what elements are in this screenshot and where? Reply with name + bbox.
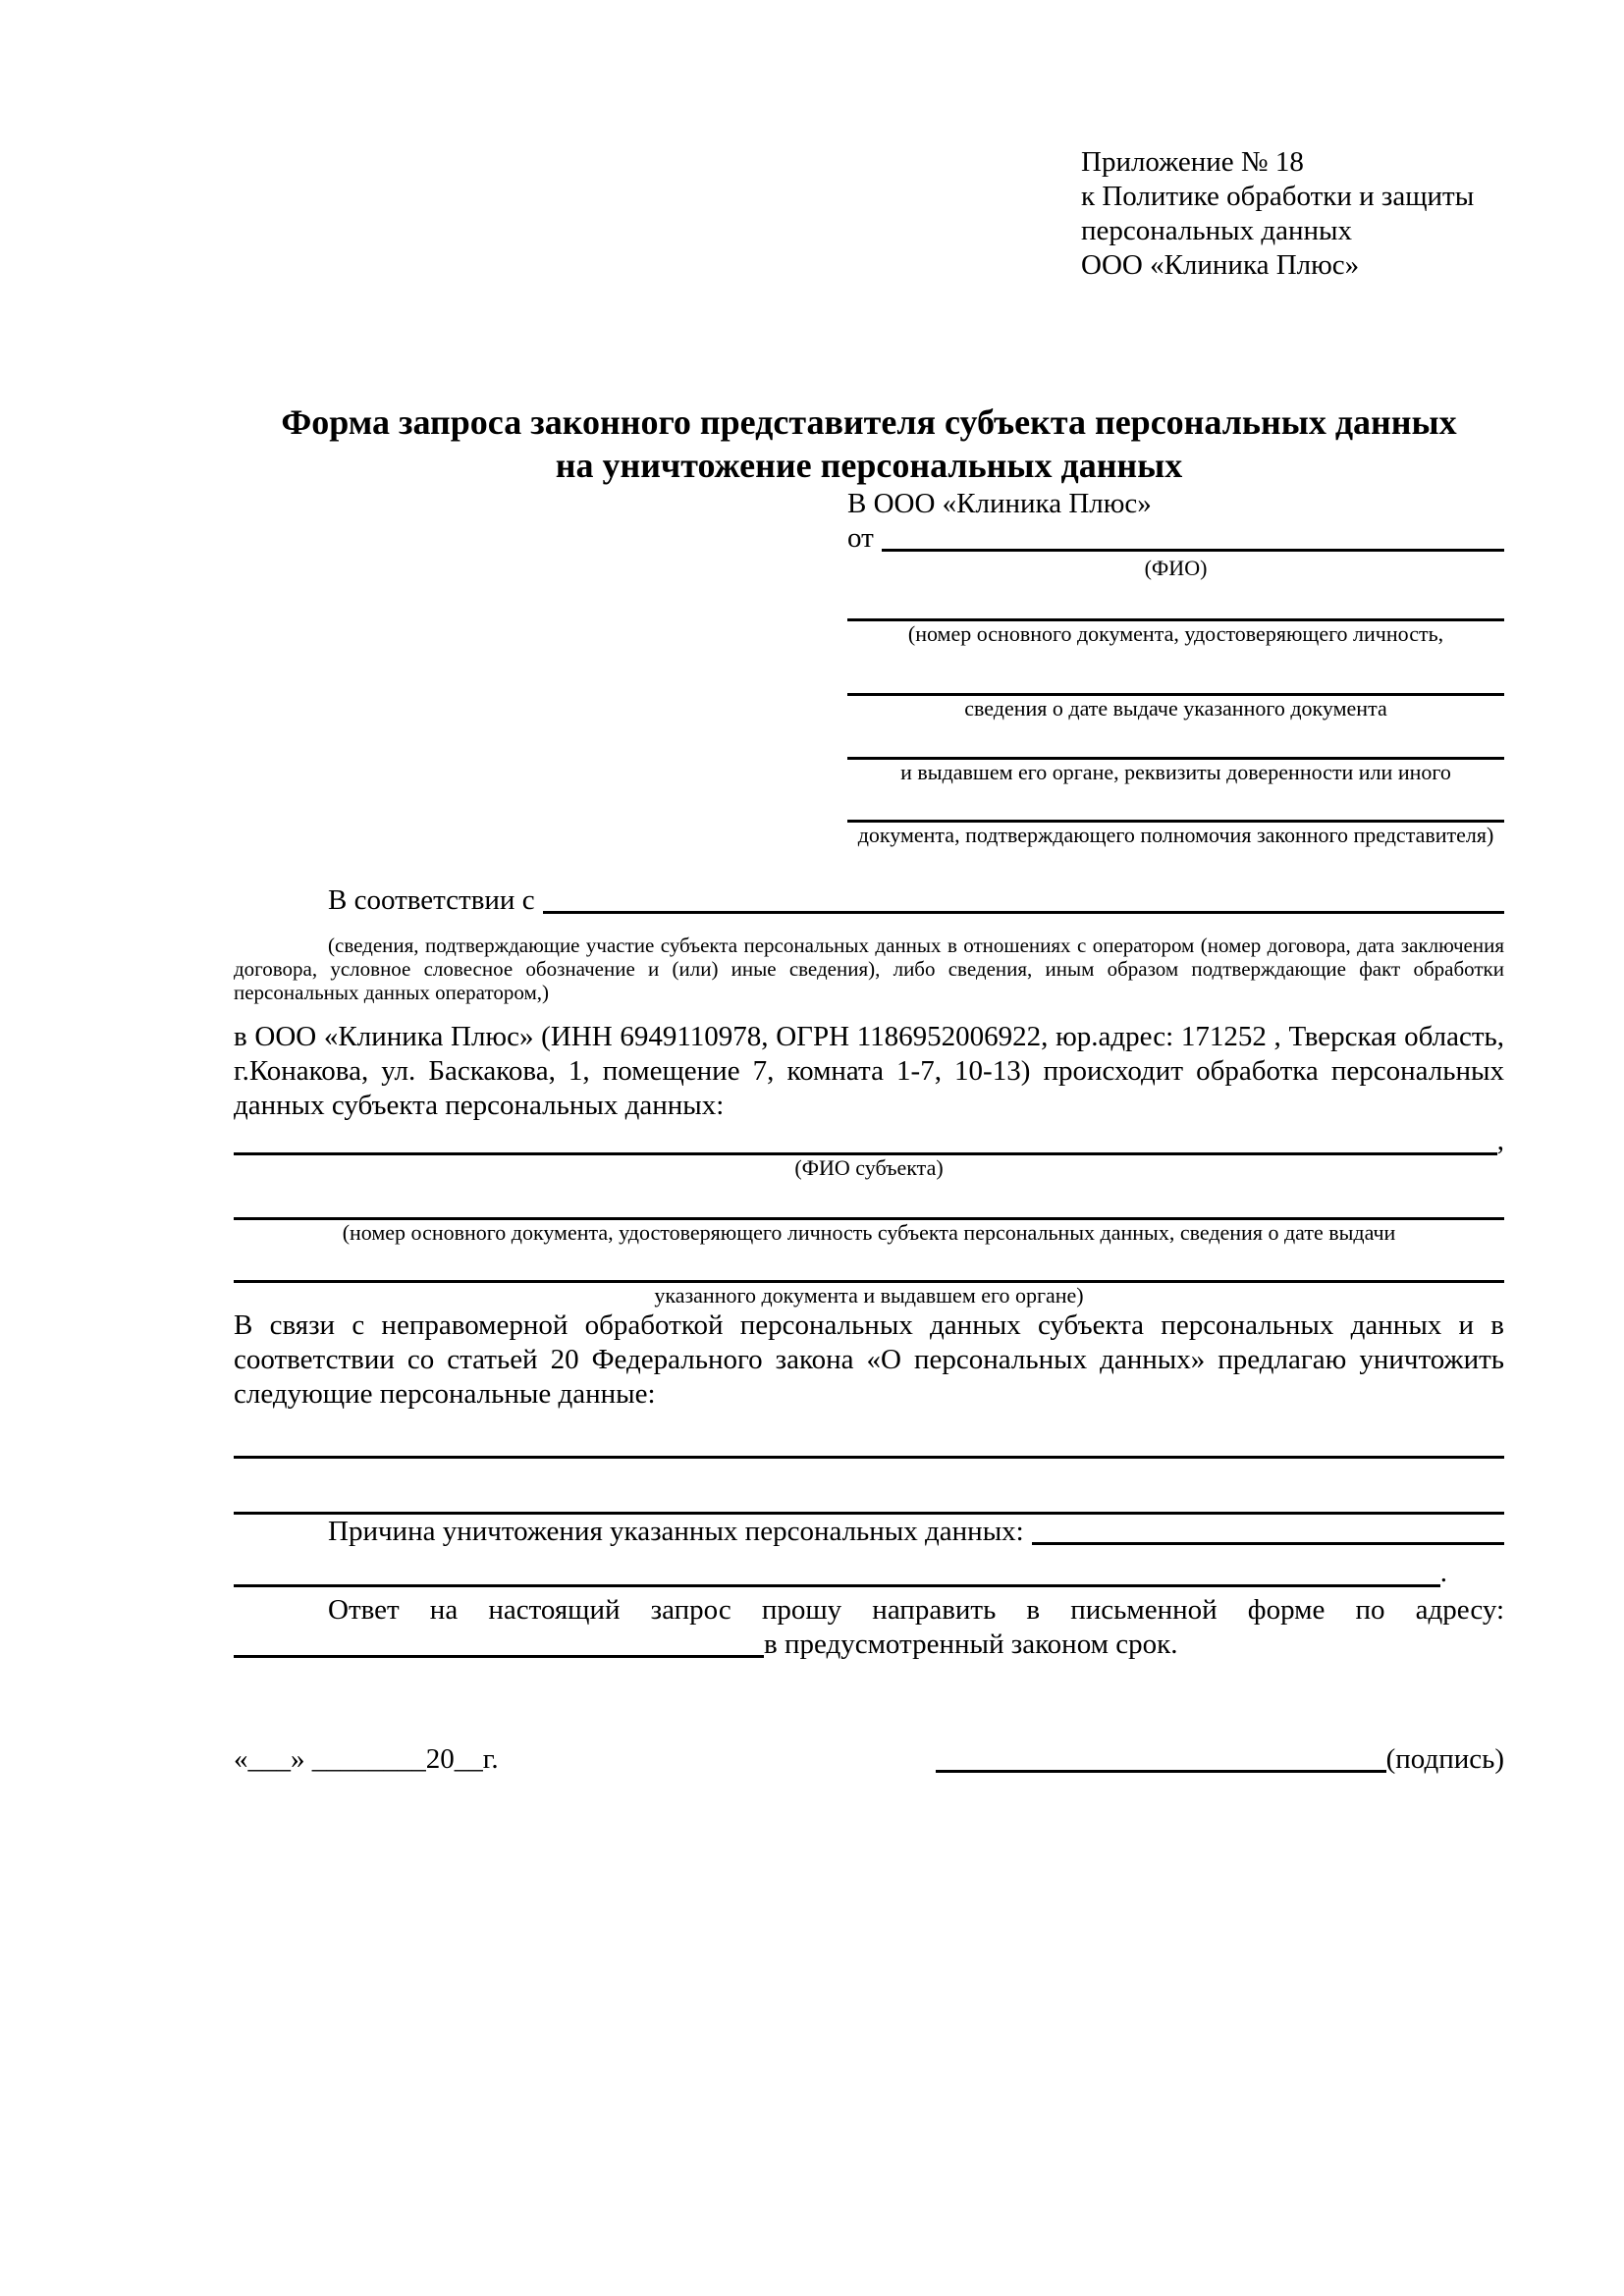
header-note-line-3: персональных данных [1081, 215, 1353, 246]
rep-doc-line-1 [847, 581, 1504, 621]
from-label: от [847, 522, 874, 554]
header-note-line-2: к Политике обработки и защиты [1081, 181, 1475, 212]
rep-doc-caption-2: сведения о дате выдаче указанного документа [964, 696, 1387, 721]
header-note-line-4: ООО «Клиника Плюс» [1081, 249, 1360, 281]
addressee-block [847, 487, 1504, 848]
fio-caption: (ФИО) [1144, 556, 1208, 580]
accordance-row [234, 883, 1504, 918]
reason-continuation-row [234, 1549, 1447, 1587]
subject-fio-caption: (ФИО субъекта) [794, 1155, 944, 1180]
rep-doc-caption-1: (номер основного документа, удостоверяющего личность, [907, 621, 1444, 646]
title-line-2: на уничтожение персональных данных [555, 446, 1183, 485]
data-fill-line-1 [234, 1412, 1504, 1459]
subject-doc-line-2 [234, 1246, 1504, 1283]
reason-fill-line [1032, 1515, 1504, 1545]
title-line-1: Форма запроса законного представителя субъекта персональных данных [281, 402, 1457, 442]
from-fill-line [882, 521, 1504, 552]
subject-doc-line-1 [234, 1181, 1504, 1220]
data-fill-line-2 [234, 1459, 1504, 1515]
rep-doc-line-3 [847, 721, 1504, 760]
from-row [847, 521, 1504, 556]
footer-row [234, 1742, 1504, 1777]
rep-doc-field-1 [847, 581, 1504, 647]
rep-doc-line-2 [847, 647, 1504, 696]
rep-doc-field-4 [847, 785, 1504, 848]
date-line: «___» ________20__г. [234, 1743, 499, 1775]
reason-row [234, 1515, 1504, 1549]
signature-caption: (подпись) [1385, 1743, 1504, 1775]
reason-continuation-line [234, 1549, 1440, 1587]
header-note-line-1: Приложение № 18 [1081, 146, 1304, 178]
reason-label: Причина уничтожения указанных персональных данных: [328, 1516, 1024, 1547]
signature-line [936, 1742, 1386, 1773]
subject-fio-line [234, 1123, 1497, 1155]
header-note [1081, 0, 1504, 283]
accordance-label: В соответствии с [328, 884, 535, 916]
rep-doc-field-2 [847, 647, 1504, 721]
accordance-fill-line [543, 883, 1504, 914]
subject-doc-caption-1: (номер основного документа, удостоверяющего личность субъекта персональных данных, сведения о дате выдачи [342, 1220, 1396, 1245]
operator-paragraph: в ООО «Клиника Плюс» (ИНН 6949110978, ОГРН 1186952006922, юр.адрес: 171252 , Тверская область, г.Конакова, ул. Баскакова, 1, помещение 7, комната 1-7, 10-13) происходит обработка персональных данных субъекта персональных данных: [234, 1021, 1504, 1121]
response-tail-row [234, 1628, 1504, 1662]
fine-print-note: (сведения, подтверждающие участие субъекта персональных данных в отношениях с оператором (номер договора, дата заключения договора, условное словесное обозначение и (или) иные сведения), либо сведения, иным образом подтверждающие факт обработки персональных данных оператором,) [234, 934, 1504, 1004]
response-paragraph: Ответ на настоящий запрос прошу направить в письменной форме по адресу: [328, 1594, 1504, 1626]
reason-period: . [1439, 1557, 1447, 1588]
rep-doc-caption-4: документа, подтверждающего полномочия законного представителя) [857, 823, 1494, 847]
document-title [234, 400, 1504, 487]
rep-doc-caption-3: и выдавшем его органе, реквизиты доверенности или иного [900, 760, 1451, 784]
destroy-paragraph: В связи с неправомерной обработкой персональных данных субъекта персональных данных и в соответствии со статьей 20 Федерального закона «О персональных данных» предлагаю уничтожить следующие персональные данные: [234, 1309, 1504, 1410]
subject-fio-comma: , [1496, 1125, 1504, 1156]
subject-doc-caption-2: указанного документа и выдавшем его органе) [654, 1283, 1084, 1308]
subject-fio-row [234, 1123, 1504, 1155]
addressee-to: В ООО «Клиника Плюс» [847, 488, 1152, 519]
address-fill-line [234, 1628, 764, 1658]
document-content [234, 0, 1504, 1777]
signature-block [936, 1742, 1504, 1777]
response-tail-text: в предусмотренный законом срок. [764, 1629, 1178, 1660]
rep-doc-line-4 [847, 785, 1504, 823]
rep-doc-field-3 [847, 721, 1504, 785]
